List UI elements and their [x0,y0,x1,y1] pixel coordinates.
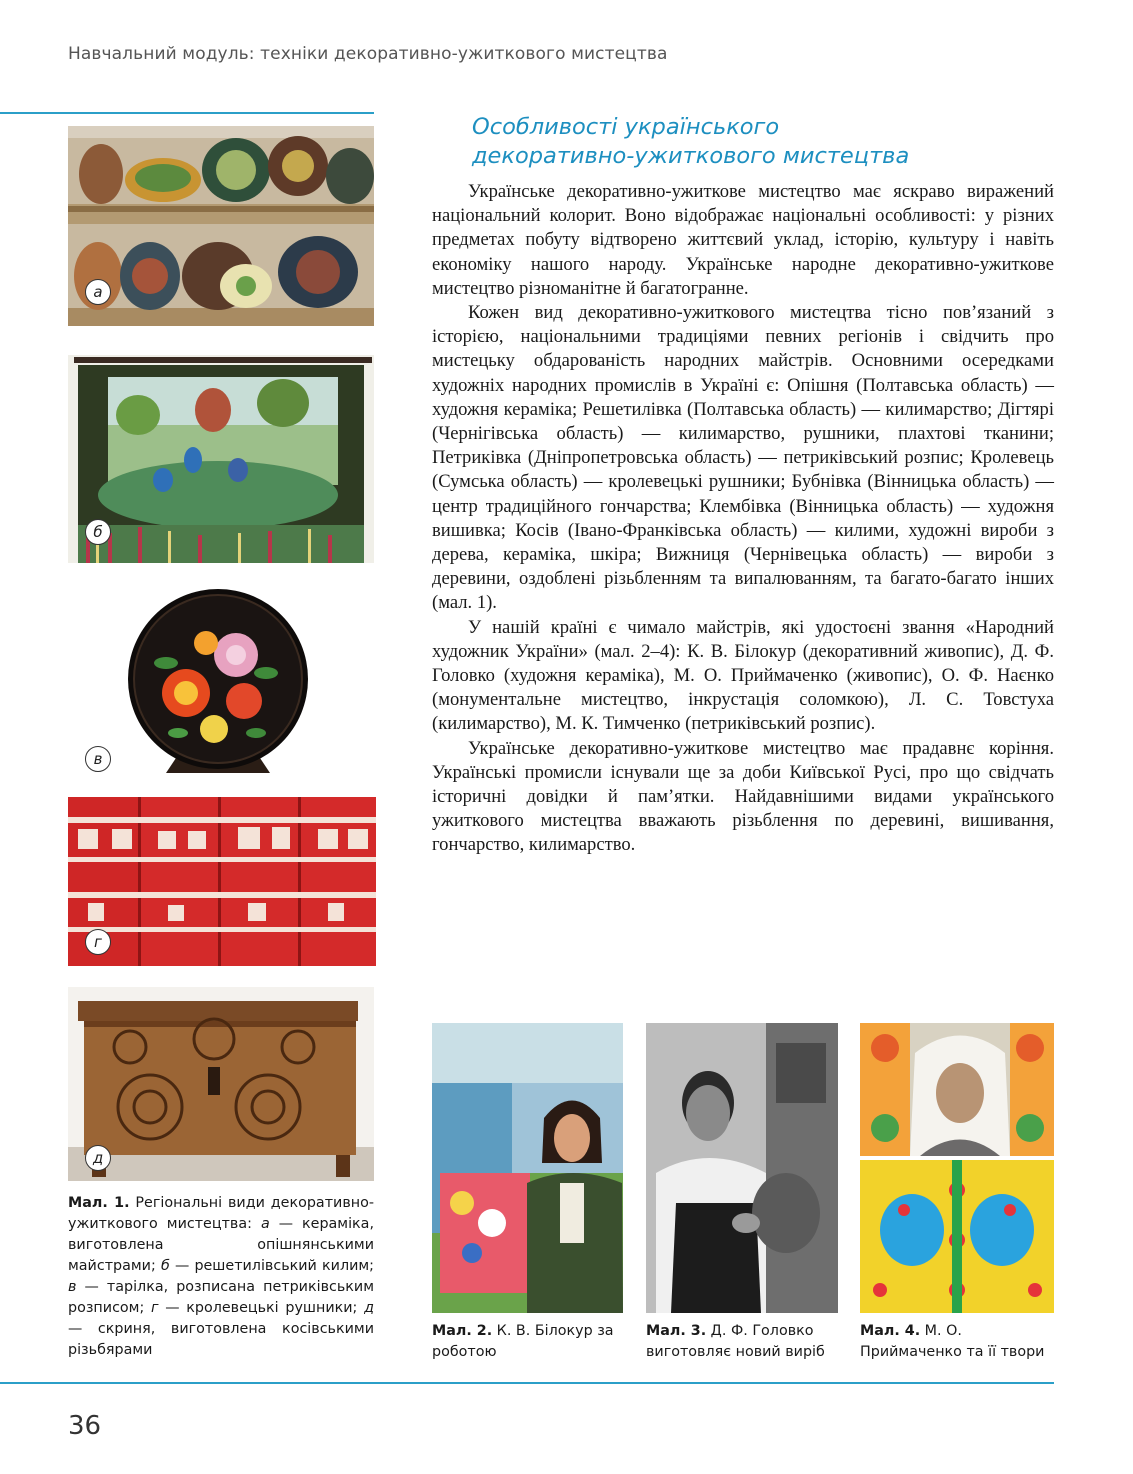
figure1-caption-text-1: Регіональні види декоративно-ужиткового мистецтва: [68,1195,374,1232]
figure2-caption-text: К. В. Білокур за роботою [432,1323,614,1360]
label-v: в [85,746,111,772]
paragraph-4: Українське декоративно-ужиткове мистецтво має прадавнє коріння. Українські промисли існували ще за доби Київської Русі, про що свідчать історичні довідки й пам’ятки. Найдавнішими видами українського ужиткового мистецтва вважають різьблення по деревині, вишивання, гончарство, килимарство. [432,737,1054,856]
section-title-line-1: Особливості українського [472,114,780,140]
figure4-caption-label: Мал. 4. [860,1323,921,1339]
photo-prymachenko [860,1023,1054,1156]
photo-ceramics [68,126,374,326]
label-a: а [85,279,111,305]
figure4-caption-text: М. О. Приймаченко та її твори [860,1323,1045,1360]
figure1-caption-a: а [260,1216,270,1232]
photo-towels [68,797,376,966]
figure3-caption-text: Д. Ф. Головко виготовляє новий виріб [646,1323,825,1360]
photo-bilokur [432,1023,623,1313]
top-rule [0,112,374,114]
figure1-caption-text-4: — тарілка, розписана петриківським розписом; [68,1279,374,1316]
figure1-caption-text-6: — скриня, виготовлена косівськими різьбярами [68,1321,374,1358]
figure2-caption-label: Мал. 2. [432,1323,493,1339]
figure1-caption [68,1193,374,1361]
figure4-caption [860,1321,1054,1363]
paragraph-3: У нашій країні є чимало майстрів, які удостоєні звання «Народний художник України» (мал. 2–4): К. В. Білокур (декоративний живопис), Д. Ф. Головко (художня кераміка), М. О. Приймаченко (живопис), О. Ф. Наєнко (монументальне мистецтво, інкрустація соломкою), Л. С. Товстуха (килимарство), М. К. Тимченко (петриківський розпис). [432,616,1054,735]
figure1-caption-text-3: — решетилівський килим; [169,1258,374,1274]
figure1-caption-label: Мал. 1. [68,1195,130,1211]
paragraph-2: Кожен вид декоративно-ужиткового мистецтва тісно пов’язаний з історією, національними традиціями певних регіонів і свідчить про мистецьку обдарованість народних майстрів. Основними осередками художніх народних промислів в Україні є: Опішня (Полтавська область) — художня кераміка; Решетилівка (Полтавська область) — килимарство; Дігтярі (Чернігівська область) — килимарство, рушники, плахтові тканини; Петриківка (Дніпропетровська область) — петриківський розпис; Кролевець (Сумська область) — кролевецькі рушники; Бубнівка (Вінницька область) — центр традиційного гончарства; Клембівка (Вінницька область) — художня вишивка; Косів (Івано-Франківська область) — килими, художні вироби з дерева, кераміка, шкіра; Вижниця (Чернівецька область) — вироби з деревини, оздоблені різьбленням та випалюванням, та багато-багато інших (мал. 1). [432,302,1054,614]
figure1-caption-b: б [160,1258,170,1274]
figure3-caption [646,1321,842,1363]
figure1-caption-d: д [364,1300,374,1316]
figure2-caption [432,1321,627,1363]
paragraph-1: Українське декоративно-ужиткове мистецтво має яскраво виражений національний колорит. Воно відображає національні особливості: у різних предметах побуту відтворено життєвий уклад, історію, культуру і навіть економіку нашого народу. Українське народне декоративно-ужиткове мистецтво різноманітне й багатогранне. [432,181,1054,299]
figure3-caption-label: Мал. 3. [646,1323,707,1339]
figure1-caption-text-5: — кролевецькі рушники; [158,1300,365,1316]
label-g: г [85,929,111,955]
figure1-caption-text-2: — кераміка, виготовлена опішнянськими майстрами; [68,1216,374,1274]
photo-golovko [646,1023,838,1313]
label-d: д [85,1145,111,1171]
bottom-rule [0,1382,1054,1384]
running-head: Навчальний модуль: техніки декоративно-ужиткового мистецтва [68,44,668,64]
label-b: б [85,519,111,545]
photo-chest [68,987,374,1181]
figure1-caption-g: г [151,1300,159,1316]
page-number: 36 [68,1411,102,1441]
figure1-caption-v: в [68,1279,77,1295]
photo-prymachenko-painting [860,1160,1054,1313]
photo-carpet [68,355,374,563]
section-title-line-2: декоративно-ужиткового мистецтва [472,143,910,169]
photo-plate [126,583,310,781]
body-text [432,180,1054,858]
section-title [472,113,1032,171]
